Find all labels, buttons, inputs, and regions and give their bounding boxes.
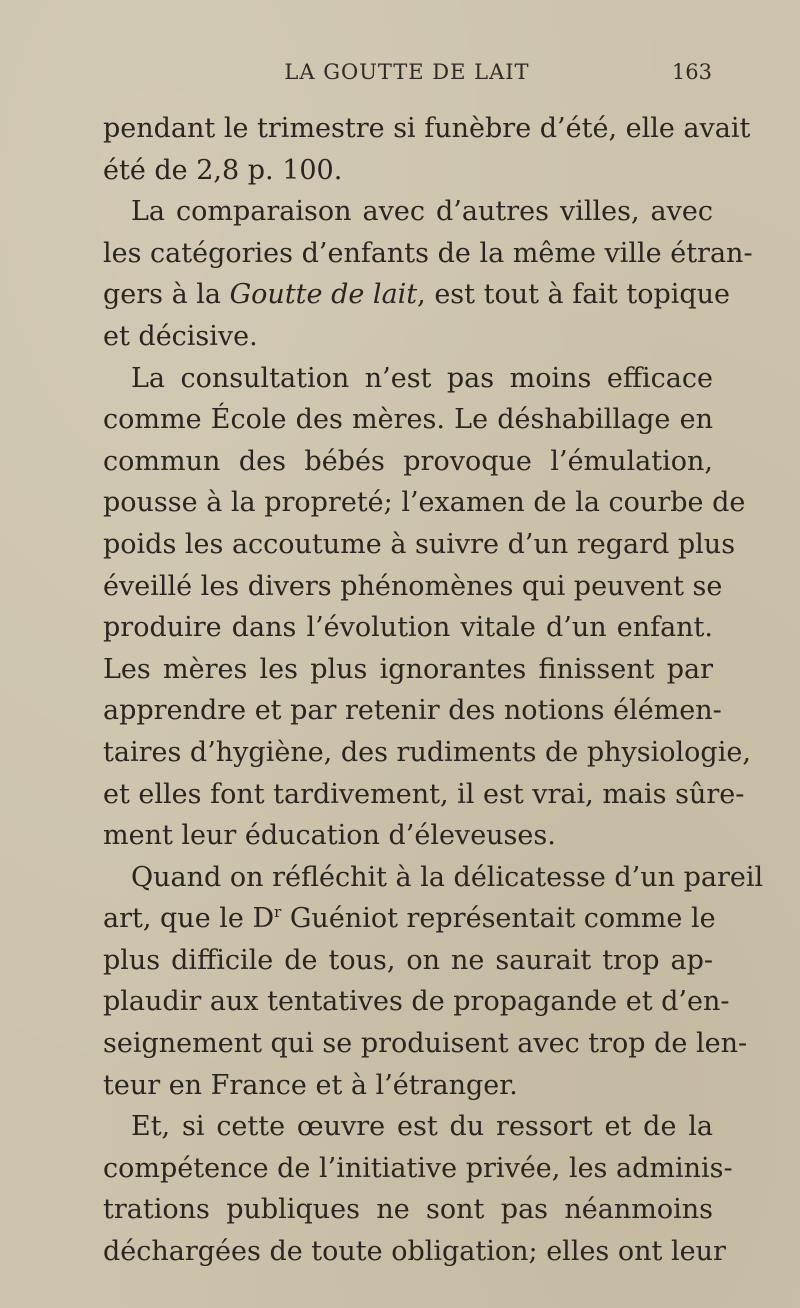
text-run: art, que le D xyxy=(103,903,275,935)
text-line: La consultation n’est pas moins efficace xyxy=(131,362,713,394)
text-line: et décisive. xyxy=(103,320,258,352)
text-line: taires d’hygiène, des rudiments de physiologie, xyxy=(103,736,751,768)
text-line: La comparaison avec d’autres villes, avec xyxy=(131,196,713,228)
running-title: LA GOUTTE DE LAIT xyxy=(284,60,530,84)
running-head xyxy=(104,60,710,90)
text-run: Guéniot représentait comme le xyxy=(281,903,716,935)
body-text xyxy=(103,108,764,1273)
text-line: plus difficile de tous, on ne saurait trop ap- xyxy=(103,944,713,976)
text-line xyxy=(103,898,716,940)
text-line: poids les accoutume à suivre d’un regard plus xyxy=(103,528,736,560)
text-line: éveillé les divers phénomènes qui peuvent se xyxy=(103,570,723,602)
text-line xyxy=(103,274,731,316)
text-line: Les mères les plus ignorantes finissent par xyxy=(103,653,713,685)
text-line: compétence de l’initiative privée, les adminis- xyxy=(103,1152,733,1184)
text-line: trations publiques ne sont pas néanmoins xyxy=(103,1194,713,1226)
page-number: 163 xyxy=(671,60,712,84)
text-run: , est tout à fait topique xyxy=(417,279,731,311)
text-line: produire dans l’évolution vitale d’un enfant. xyxy=(103,612,713,644)
text-line: déchargées de toute obligation; elles ont leur xyxy=(103,1236,726,1268)
text-line: Quand on réfléchit à la délicatesse d’un pareil xyxy=(131,861,764,893)
text-run: gers à la xyxy=(103,279,230,311)
text-line: pousse à la propreté; l’examen de la courbe de xyxy=(103,487,746,519)
text-line: commun des bébés provoque l’émulation, xyxy=(103,445,713,477)
text-line: teur en France et à l’étranger. xyxy=(103,1069,518,1101)
text-line: les catégories d’enfants de la même ville étran- xyxy=(103,237,753,269)
text-line: plaudir aux tentatives de propagande et d’en- xyxy=(103,986,730,1018)
text-line: et elles font tardivement, il est vrai, mais sûre- xyxy=(103,778,745,810)
text-line: seignement qui se produisent avec trop de len- xyxy=(103,1028,748,1060)
text-line: apprendre et par retenir des notions élémen- xyxy=(103,695,722,727)
text-line: Et, si cette œuvre est du ressort et de la xyxy=(131,1111,713,1143)
superscript: r xyxy=(274,903,282,922)
text-line: comme École des mères. Le déshabillage en xyxy=(103,404,713,436)
text-line: été de 2,8 p. 100. xyxy=(103,154,343,186)
text-line: pendant le trimestre si funèbre d’été, elle avait xyxy=(103,113,751,144)
text-line: ment leur éducation d’éleveuses. xyxy=(103,820,556,852)
italic-title: Goutte de lait xyxy=(229,279,418,311)
